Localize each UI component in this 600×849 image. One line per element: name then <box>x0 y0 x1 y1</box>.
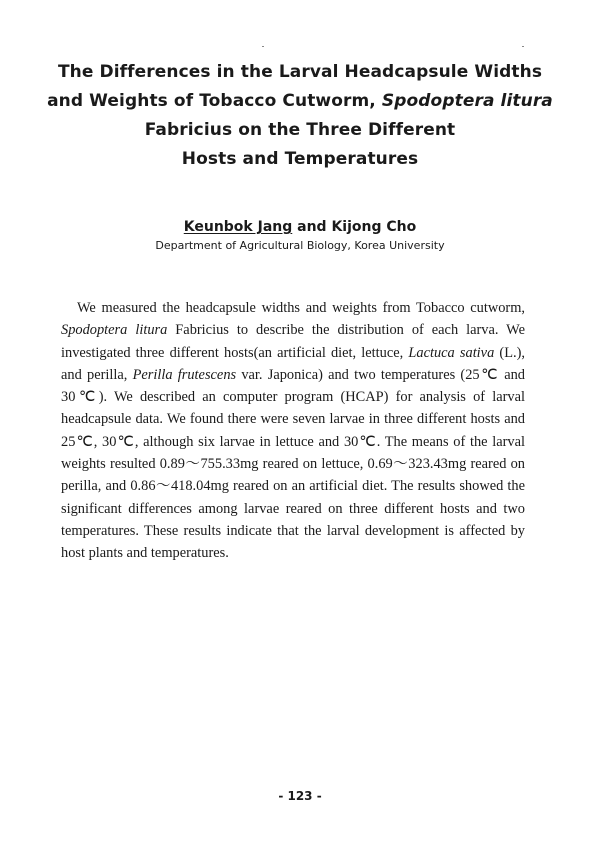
author-conjunction: and <box>292 219 332 235</box>
abstract-species-lactuca: Lactuca sativa <box>408 344 495 361</box>
second-author: Kijong Cho <box>331 219 417 235</box>
title-species-name: Spodoptera litura <box>381 91 553 111</box>
scan-speck <box>262 46 264 47</box>
scan-speck <box>522 46 524 47</box>
page-number: - 123 - <box>278 789 322 803</box>
abstract-text-3: (L.), and perilla, <box>61 344 525 383</box>
author-affiliation: Department of Agricultural Biology, Korea University <box>155 239 445 252</box>
title-line-2 <box>40 87 560 116</box>
abstract-text-2: Fabricius to describe the distribution of each larva. We investigated three different hosts(an artificial diet, lettuce, <box>61 322 526 361</box>
title-line-1: The Differences in the Larval Headcapsule Widths <box>57 62 543 82</box>
first-author: Keunbok Jang <box>183 219 293 235</box>
paper-title <box>40 58 560 174</box>
title-line-4: Hosts and Temperatures <box>181 149 419 169</box>
author-list <box>40 217 560 237</box>
abstract-species-perilla: Perilla frutescens <box>132 366 237 383</box>
abstract-paragraph <box>61 297 525 565</box>
title-line-3: Fabricius on the Three Different <box>144 120 456 140</box>
title-line-2-text: and Weights of Tobacco Cutworm, <box>47 91 382 111</box>
abstract-species-spodoptera: Spodoptera litura <box>61 322 168 339</box>
abstract-text-1: We measured the headcapsule widths and weights from Tobacco cutworm, <box>77 300 525 316</box>
abstract-text-4: var. Japonica) and two temperatures (25℃ and 30℃). We described an computer program (HCAP) for analysis of larval headcapsule data. We found there were seven larvae in three different hosts and 25℃, 30℃, although six larvae in lettuce and 30℃. The means of the larval weights resulted 0.89～755.33mg reared on lettuce, 0.69～323.43mg reared on perilla, and 0.86～418.04mg reared on an artificial diet. The results showed the significant differences among larvae reared on three different hosts and two temperatures. These results indicate that the larval development is affected by host plants and temperatures. <box>61 366 526 562</box>
